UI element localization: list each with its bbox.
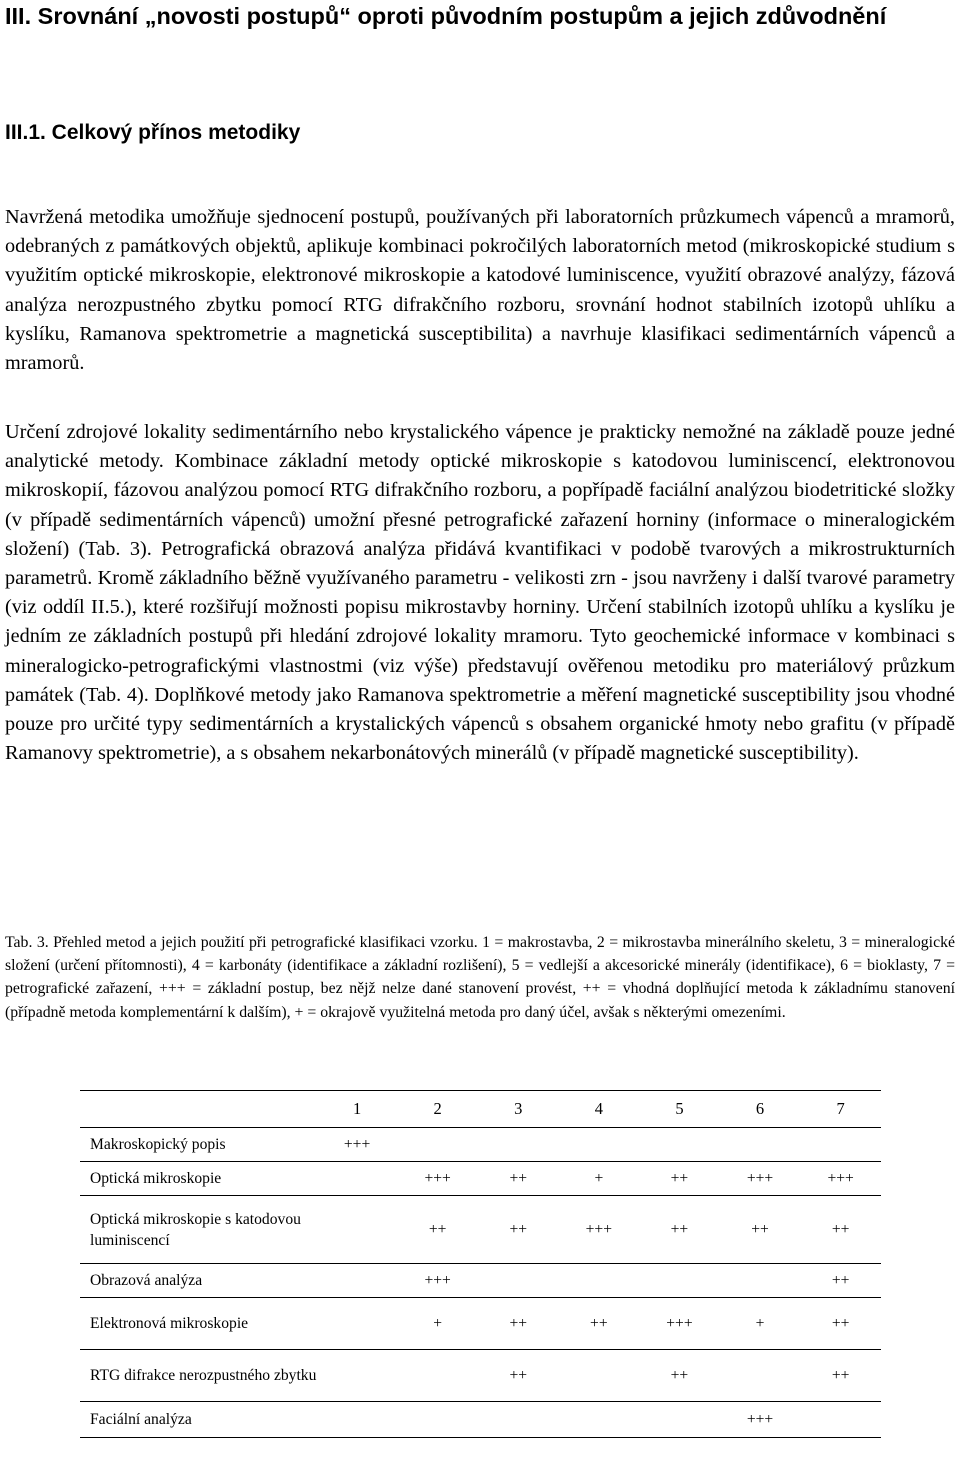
table-col-header: 5 xyxy=(675,1099,684,1118)
table-cell xyxy=(397,1402,478,1438)
table-cell: + xyxy=(433,1314,443,1332)
row-label: Optická mikroskopie xyxy=(90,1170,222,1187)
table-cell xyxy=(800,1402,881,1438)
table-cell: +++ xyxy=(585,1220,613,1238)
table-col-header: 2 xyxy=(433,1099,442,1118)
table-cell: ++ xyxy=(831,1271,850,1289)
table-cell: ++ xyxy=(509,1314,528,1332)
table-cell: ++ xyxy=(831,1366,850,1384)
table-cell xyxy=(317,1264,398,1298)
table-cell: ++ xyxy=(751,1220,769,1238)
table-cell xyxy=(317,1162,398,1196)
document-page xyxy=(5,0,955,1021)
table-cell: ++ xyxy=(670,1169,689,1187)
subsection-heading: III.1. Celkový přínos metodiky xyxy=(5,121,301,144)
section-heading: III. Srovnání „novosti postupů“ oproti původním postupům a jejich zdůvodnění xyxy=(5,3,887,29)
table-col-header: 3 xyxy=(514,1099,523,1118)
table-cell: + xyxy=(755,1314,765,1332)
table-cell xyxy=(720,1264,801,1298)
table-cell: ++ xyxy=(831,1220,850,1238)
table-cell xyxy=(639,1264,720,1298)
table-caption: Tab. 3. Přehled metod a jejich použití při petrografické klasifikaci vzorku. 1 = makrostavba, 2 = mikrostavba minerálního skeletu, 3 = mineralogické složení (určení přítomnosti), 4 = karbonáty (identifikace a základní rozlišení), 5 = vedlejší a akcesorické minerály (identifikace), 6 = bioklasty, 7 = petrografické zařazení, +++ = základní postup, bez nějž nelze dané stanovení provést, ++ = vhodná doplňující metoda k základnímu stanovení (případně metoda komplementární k dalším), + = okrajově využitelná metoda pro daný účel, avšak s některými omezeními. xyxy=(5,934,955,1021)
table-cell xyxy=(397,1350,478,1402)
table-cell xyxy=(800,1128,881,1162)
table-row xyxy=(80,1350,881,1402)
table-header-row xyxy=(80,1091,881,1128)
table-cell xyxy=(720,1350,801,1402)
table-row xyxy=(80,1162,881,1196)
table-cell xyxy=(397,1128,478,1162)
table-cell xyxy=(639,1402,720,1438)
row-label: Optická mikroskopie s katodovou luminiscencí xyxy=(90,1210,301,1249)
table-cell: ++ xyxy=(831,1314,850,1332)
table-cell xyxy=(317,1402,398,1438)
table-col-header: 1 xyxy=(352,1099,362,1118)
table-cell: ++ xyxy=(509,1220,528,1238)
table-row xyxy=(80,1298,881,1350)
row-label: RTG difrakce nerozpustného zbytku xyxy=(90,1367,317,1384)
table-cell: +++ xyxy=(424,1169,451,1187)
row-label: Elektronová mikroskopie xyxy=(90,1315,249,1332)
table-col-header: 4 xyxy=(594,1099,603,1118)
table-cell xyxy=(478,1128,559,1162)
table-cell: +++ xyxy=(424,1271,451,1289)
table-row xyxy=(80,1264,881,1298)
table-cell xyxy=(639,1128,720,1162)
table-cell: + xyxy=(594,1169,604,1187)
table-cell xyxy=(317,1298,398,1350)
table-cell xyxy=(559,1402,640,1438)
table-cell: ++ xyxy=(670,1366,689,1384)
table-col-header: 7 xyxy=(836,1099,845,1118)
table-row xyxy=(80,1196,881,1264)
row-label: Makroskopický popis xyxy=(90,1136,226,1153)
table-cell xyxy=(317,1196,398,1264)
table-cell: +++ xyxy=(746,1410,774,1428)
row-label: Faciální analýza xyxy=(90,1411,192,1428)
table-cell xyxy=(559,1350,640,1402)
table-cell xyxy=(317,1350,398,1402)
table-cell xyxy=(478,1402,559,1438)
table-cell xyxy=(478,1264,559,1298)
table-cell: +++ xyxy=(746,1169,774,1187)
table-cell: ++ xyxy=(670,1220,689,1238)
table-col-header: 6 xyxy=(755,1099,765,1118)
methods-table xyxy=(80,1090,881,1438)
table-cell: +++ xyxy=(666,1314,693,1332)
table-cell xyxy=(559,1264,640,1298)
table-cell: ++ xyxy=(590,1314,608,1332)
table-cell: ++ xyxy=(509,1169,528,1187)
table-cell: ++ xyxy=(428,1220,447,1238)
table-cell: +++ xyxy=(827,1169,854,1187)
table-cell: ++ xyxy=(509,1366,528,1384)
table-cell xyxy=(559,1128,640,1162)
paragraph-1: Navržená metodika umožňuje sjednocení postupů, používaných při laboratorních průzkumech vápenců a mramorů, odebraných z památkových objektů, aplikuje kombinaci pokročilých laboratorních metod (mikroskopické studium s využitím optické mikroskopie, elektronové mikroskopie a katodové luminiscence, využití obrazové analýzy, fázová analýza nerozpustného zbytku pomocí RTG difrakčního rozboru, srovnání hodnot stabilních izotopů uhlíku a kyslíku, Ramanova spektrometrie a magnetická susceptibilita) a navrhuje klasifikaci sedimentárních vápenců a mramorů. xyxy=(5,206,955,375)
table-row xyxy=(80,1402,881,1438)
row-label: Obrazová analýza xyxy=(90,1272,203,1289)
table-row xyxy=(80,1128,881,1162)
table-cell: +++ xyxy=(343,1135,371,1153)
table-header-corner xyxy=(80,1091,317,1128)
paragraph-2: Určení zdrojové lokality sedimentárního nebo krystalického vápence je prakticky nemožné na základě pouze jedné analytické metody. Kombinace základní metody optické mikroskopie s katodovou luminiscencí, elektronovou mikroskopií, fázovou analýzou pomocí RTG difrakčního rozboru, a popřípadě faciální analýzou biodetritické složky (v případě sedimentárních vápenců) umožní přesné petrografické zařazení horniny (informace o mineralogickém složení) (Tab. 3). Petrografická obrazová analýza přidává kvantifikaci v podobě tvarových a mikrostrukturních parametrů. Kromě základního běžně využívaného parametru - velikosti zrn - jsou navrženy i další tvarové parametry (viz oddíl II.5.), které rozšiřují možnosti popisu mikrostavby horniny. Určení stabilních izotopů uhlíku a kyslíku je jedním ze základních postupů při hledání zdrojové lokality mramoru. Tyto geochemické informace v kombinaci s mineralogicko-petrografickými vlastnostmi (viz výše) představují ověřenou metodiku pro materiálový průzkum památek (Tab. 4). Doplňkové metody jako Ramanova spektrometrie a měření magnetické susceptibility jsou vhodné pouze pro určité typy sedimentárních a krystalických vápenců s obsahem organické hmoty nebo grafitu (v případě Ramanovy spektrometrie), a s obsahem nekarbonátových minerálů (v případě magnetické susceptibility). xyxy=(5,421,955,765)
table-cell xyxy=(720,1128,801,1162)
